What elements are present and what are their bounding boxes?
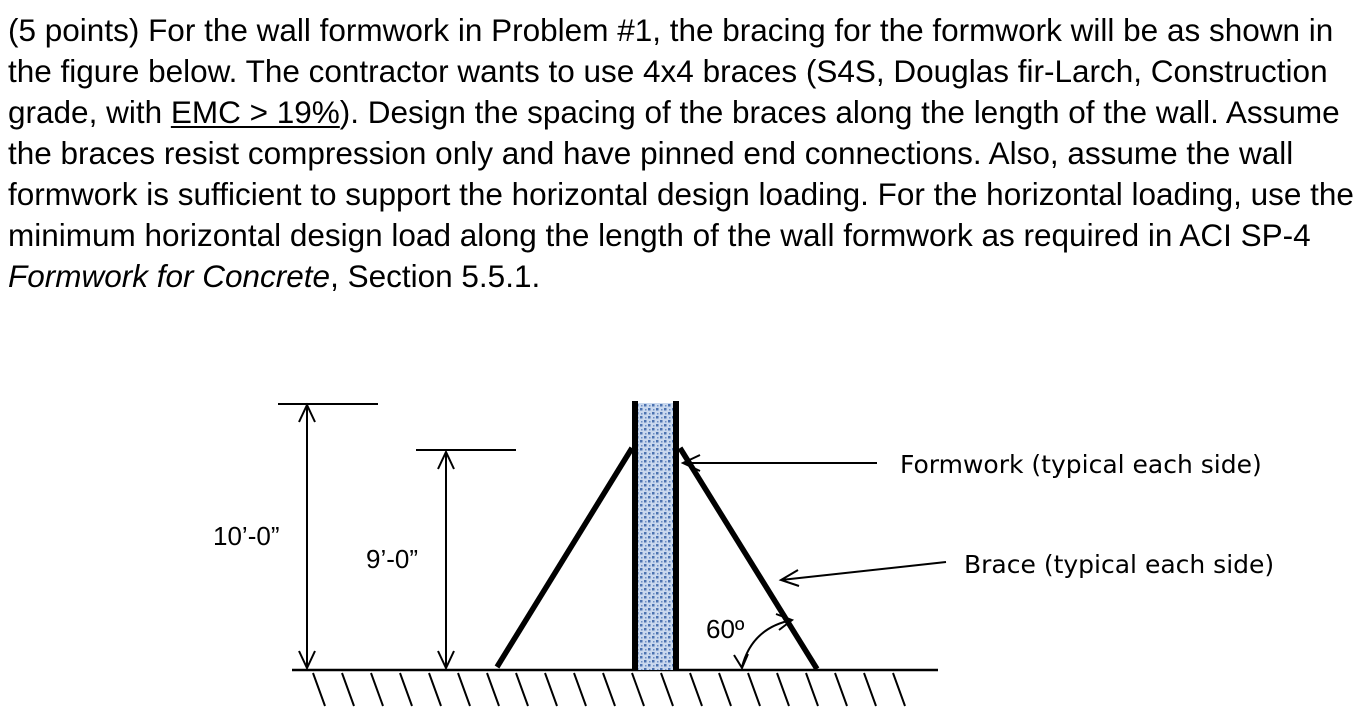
dimension-label-9ft: 9’-0”	[366, 544, 419, 574]
ground	[292, 670, 938, 706]
callout-formwork: Formwork (typical each side)	[900, 450, 1262, 479]
brace-left	[497, 448, 632, 667]
problem-text-part-2: ). Design the spacing of the braces along the length of the wall. Assume the braces resist compression only and have pinned end connections. Also, assume the wall formwork is sufficient to support the horizontal design loading. For the horizontal loading, use the minimum horizontal design load along the length of the wall formwork as required in ACI SP-4	[8, 94, 1354, 253]
dimension-wall-height	[278, 404, 378, 668]
dimension-brace-height	[416, 450, 516, 668]
callout-brace: Brace (typical each side)	[964, 550, 1275, 579]
emc-condition: EMC > 19%	[170, 94, 340, 130]
callout-brace-leader	[781, 562, 946, 586]
problem-points: (5 points)	[8, 12, 140, 48]
concrete-core	[638, 403, 673, 670]
dimension-label-10ft: 10’-0”	[213, 521, 280, 551]
wall	[635, 401, 676, 670]
problem-text-part-3: , Section 5.5.1.	[330, 258, 541, 294]
angle-label: 60º	[706, 614, 745, 644]
reference-title: Formwork for Concrete	[8, 258, 331, 294]
callout-formwork-leader	[683, 455, 877, 471]
problem-text-part-1: For the wall formwork in Problem #1, the bracing for the formwork will be as shown in the figure below. The contractor wants to use 4x4 braces (S4S, Douglas fir-Larch, Construction grade, with	[8, 12, 1334, 130]
ground-hatching	[313, 673, 905, 706]
brace-right	[680, 448, 817, 669]
